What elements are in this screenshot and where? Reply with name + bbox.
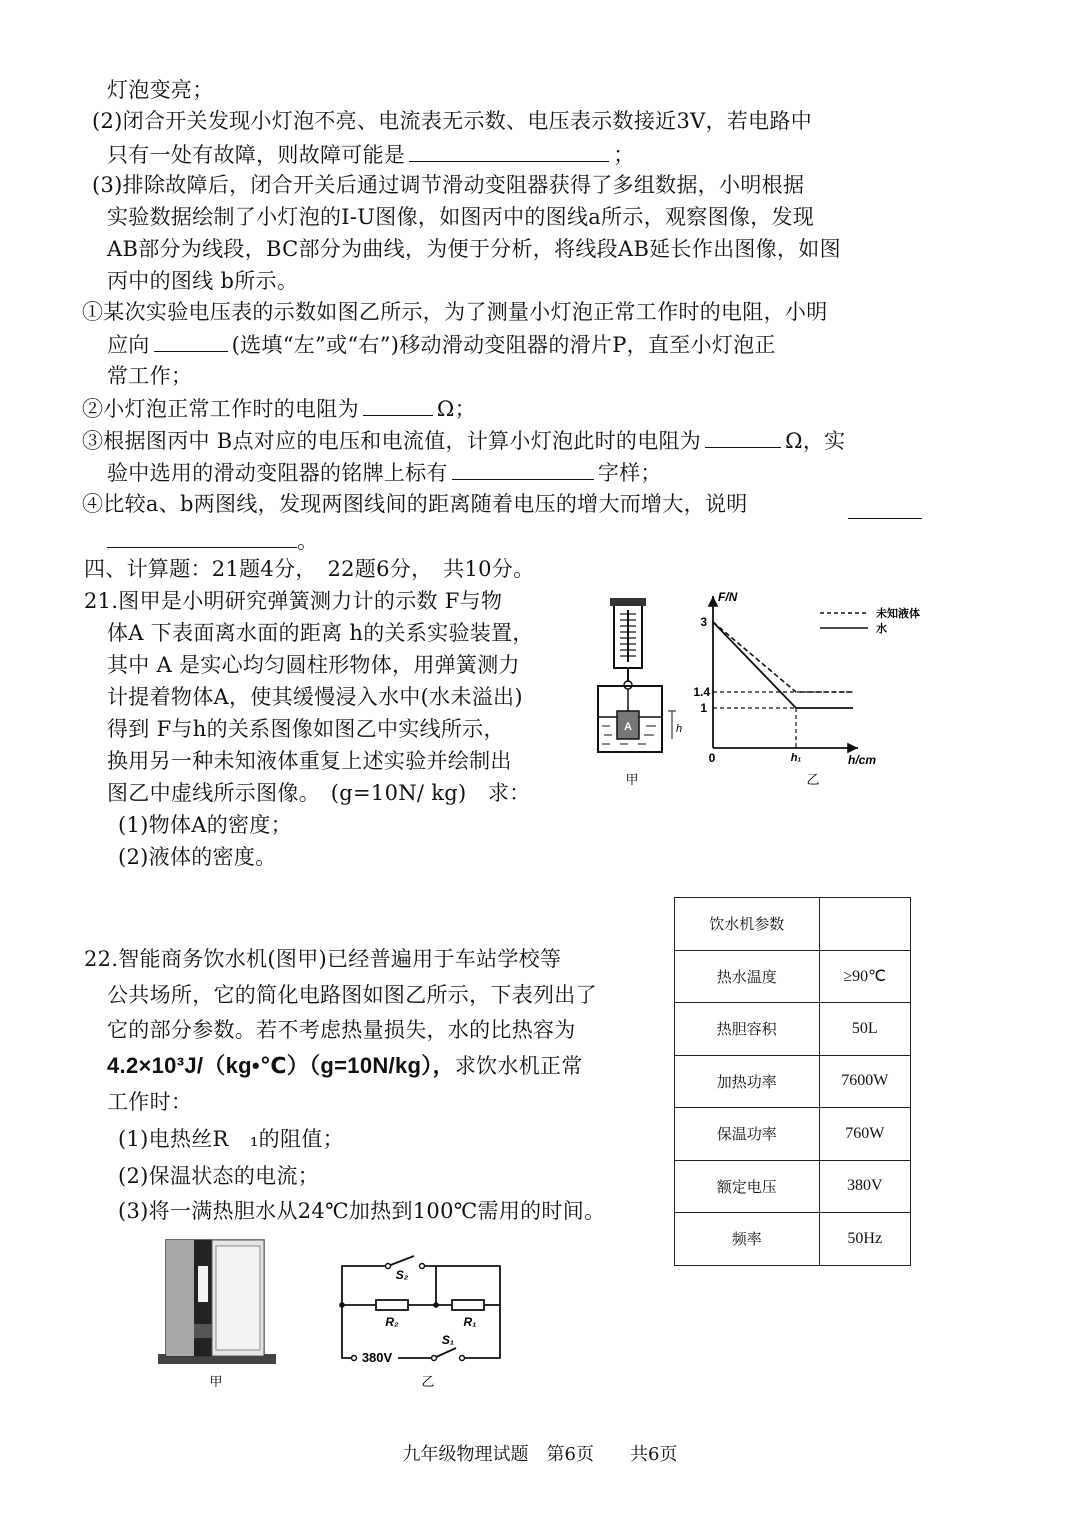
table-row: [675, 1055, 911, 1108]
unknown-liquid-curve: [713, 622, 853, 692]
text-line: 丙中的图线 b所示。: [107, 269, 299, 293]
y-tick-1.4: 1.4: [693, 685, 710, 699]
text-line: AB部分为线段，BC部分为曲线，为便于分析，将线段AB延长作出图像，如图: [107, 237, 841, 261]
text-segment: 应向: [107, 333, 150, 357]
text-line: 计提着物体A，使其缓慢浸入水中(水未溢出): [107, 685, 523, 709]
answer-blank[interactable]: [409, 139, 609, 162]
table-row: [675, 1108, 911, 1161]
text-segment: 。: [297, 529, 319, 553]
sub-question-3: [82, 425, 845, 456]
table-cell: 热水温度: [675, 950, 820, 1003]
resistor-r1: [452, 1300, 484, 1310]
text-line: 它的部分参数。若不考虑热量损失，水的比热容为: [107, 1018, 576, 1042]
table-row: [675, 1213, 911, 1266]
answer-blank[interactable]: [705, 425, 781, 448]
table-row: [675, 1160, 911, 1213]
figure-caption: 乙: [421, 1374, 435, 1389]
table-cell: [819, 898, 910, 951]
sub-question-4: ④比较a、b两图线，发现两图线间的距离随着电压的增大而增大，说明: [82, 492, 748, 516]
text-line: [107, 1051, 583, 1081]
text-line: 公共场所，它的简化电路图如图乙所示，下表列出了: [107, 983, 597, 1007]
origin-label: 0: [708, 751, 716, 765]
water-dispenser-parameter-table: [674, 897, 911, 1266]
answer-blank[interactable]: [452, 457, 594, 480]
legend-water: 水: [876, 623, 887, 635]
resistor-r2: [376, 1300, 408, 1310]
table-cell: 380V: [819, 1160, 910, 1213]
table-cell: 保温功率: [675, 1108, 820, 1161]
table-row: [675, 950, 911, 1003]
spring-scale-apparatus-figure: [588, 590, 688, 790]
depth-label: h: [676, 723, 683, 735]
legend-unknown-liquid: 未知液体: [876, 608, 920, 620]
resistor-r1-label: R₁: [463, 1315, 477, 1329]
text-line: (2)保温状态的电流；: [118, 1164, 320, 1188]
resistor-r2-label: R₂: [385, 1315, 399, 1329]
table-cell: 饮水机参数: [675, 898, 820, 951]
answer-blank[interactable]: [154, 329, 228, 352]
text-segment: Ω，实: [785, 429, 846, 453]
text-line: [107, 139, 635, 170]
table-row: [675, 898, 911, 951]
text-line: 得到 F与h的关系图像如图乙中实线所示，: [107, 717, 505, 741]
table-cell: 50Hz: [819, 1213, 910, 1266]
text-line: (1)电热丝R ₁的阻值；: [118, 1127, 344, 1151]
answer-blank[interactable]: [363, 393, 433, 416]
text-line: (2)液体的密度。: [118, 845, 277, 869]
switch-s1-label: S₁: [441, 1333, 455, 1347]
sub-question-2: [82, 393, 476, 424]
table-cell: 额定电压: [675, 1160, 820, 1213]
question-22: 22.智能商务饮水机(图甲)已经普遍用于车站学校等: [84, 947, 562, 971]
question-2: (2)闭合开关发现小灯泡不亮、电流表无示数、电压表示数接近3V，若电路中: [92, 109, 813, 133]
table-row: [675, 1003, 911, 1056]
figure-caption: 甲: [209, 1374, 223, 1389]
section-heading: 四、计算题：21题4分， 22题6分， 共10分。: [84, 557, 535, 581]
text-line: 灯泡变亮；: [107, 78, 214, 102]
water-curve: [713, 622, 853, 708]
text-segment: 只有一处有故障，则故障可能是: [107, 143, 406, 167]
switch-s2-label: S₂: [395, 1268, 409, 1282]
text-line: 常工作；: [107, 364, 193, 388]
x-axis-label: h/cm: [848, 753, 877, 767]
table-cell: 760W: [819, 1108, 910, 1161]
x-tick-h1: h₁: [790, 752, 802, 764]
y-tick-3: 3: [700, 615, 707, 629]
specific-heat-formula: 4.2×10³J/（kg•℃）（g=10N/kg），: [107, 1053, 455, 1078]
text-line: (3)将一满热胆水从24℃加热到100℃需用的时间。: [118, 1199, 606, 1223]
text-line: 其中 A 是实心均匀圆柱形物体，用弹簧测力: [107, 653, 520, 677]
y-tick-1: 1: [700, 701, 707, 715]
text-line: 换用另一种未知液体重复上述实验并绘制出: [107, 749, 512, 773]
text-segment: ；: [613, 143, 635, 167]
table-cell: 热胆容积: [675, 1003, 820, 1056]
text-segment: ②小灯泡正常工作时的电阻为: [82, 397, 359, 421]
text-segment: Ω；: [436, 397, 476, 421]
answer-blank[interactable]: [107, 525, 297, 548]
text-line: [107, 525, 318, 556]
answer-blank[interactable]: [848, 496, 922, 519]
text-segment: ③根据图丙中 B点对应的电压和电流值，计算小灯泡此时的电阻为: [82, 429, 702, 453]
text-segment: 字样；: [597, 461, 662, 485]
table-cell: 7600W: [819, 1055, 910, 1108]
table-cell: 加热功率: [675, 1055, 820, 1108]
text-line: 图乙中虚线所示图像。 (g=10N/ kg) 求：: [107, 781, 531, 805]
text-line: [107, 457, 662, 488]
table-cell: 频率: [675, 1213, 820, 1266]
text-line: 工作时：: [107, 1090, 193, 1114]
text-line: 实验数据绘制了小灯泡的I-U图像，如图丙中的图线a所示，观察图像，发现: [107, 205, 815, 229]
text-line: (1)物体A的密度；: [118, 813, 292, 837]
text-line: [107, 329, 776, 360]
question-3: (3)排除故障后，闭合开关后通过调节滑动变阻器获得了多组数据，小明根据: [92, 173, 805, 197]
table-cell: ≥90℃: [819, 950, 910, 1003]
force-depth-graph: [688, 586, 928, 791]
question-21: 21.图甲是小明研究弹簧测力计的示数 F与物: [84, 589, 503, 613]
circuit-diagram: [330, 1246, 510, 1391]
voltage-label: 380V: [361, 1350, 393, 1365]
figure-caption: 甲: [625, 772, 639, 787]
sub-question-1: ①某次实验电压表的示数如图乙所示，为了测量小灯泡正常工作时的电阻，小明: [82, 300, 828, 324]
text-segment: 求饮水机正常: [454, 1054, 583, 1078]
object-a-label: A: [624, 721, 632, 733]
y-axis-label: F/N: [718, 590, 738, 604]
page-footer: 九年级物理试题 第6页 共6页: [402, 1444, 678, 1465]
text-segment: (选填“左”或“右”)移动滑动变阻器的滑片P，直至小灯泡正: [231, 333, 776, 357]
table-cell: 50L: [819, 1003, 910, 1056]
water-dispenser-figure: [154, 1236, 284, 1392]
text-segment: 验中选用的滑动变阻器的铭牌上标有: [107, 461, 448, 485]
figure-caption: 乙: [806, 772, 820, 787]
text-line: 体A 下表面离水面的距离 h的关系实验装置，: [107, 621, 534, 645]
